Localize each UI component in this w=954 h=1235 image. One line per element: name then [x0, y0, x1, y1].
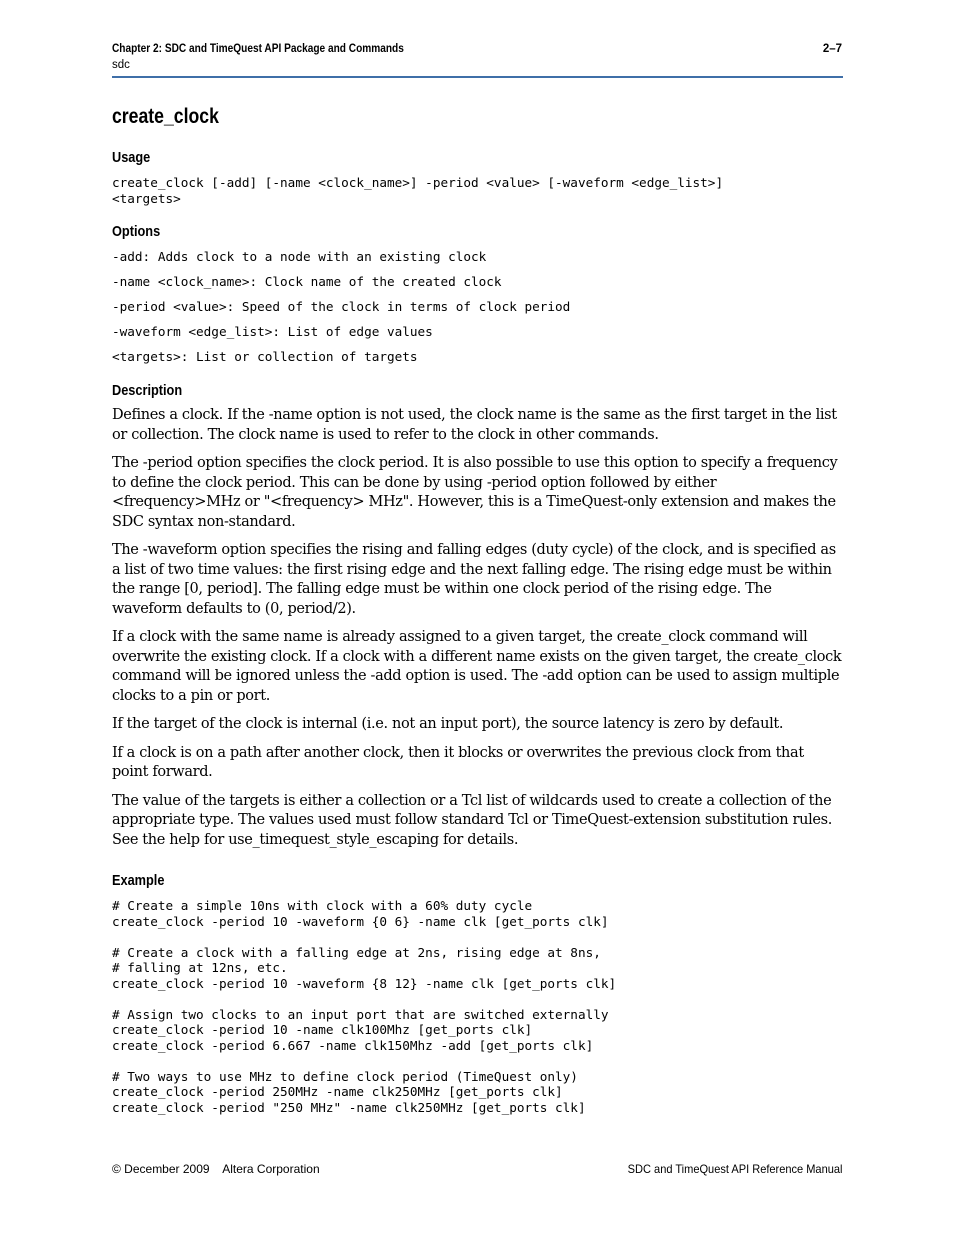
description-paragraph: Defines a clock. If the -name option is not used, the clock name is the same as the first target in the list or collection. The clock name is used to refer to the clock in other commands. — [112, 407, 837, 443]
footer-manual-title: SDC and TimeQuest API Reference Manual — [627, 1162, 842, 1176]
usage-heading: Usage — [112, 149, 151, 166]
option-period: -period <value>: Speed of the clock in terms of clock period — [112, 299, 571, 314]
option-name: -name <clock_name>: Clock name of the created clock — [112, 274, 502, 289]
option-targets: <targets>: List or collection of targets — [112, 349, 418, 364]
section-name: sdc — [112, 59, 130, 71]
description-paragraph: The -waveform option specifies the rising and falling edges (duty cycle) of the clock, and is specified as a list of two time values: the first rising edge and the next falling edge. The rising edge must be within the range [0, period]. The falling edge must be within one clock period of the rising edge. The waveform defaults to (0, period/2). — [112, 542, 836, 617]
description-paragraph: The -period option specifies the clock period. It is also possible to use this option to specify a frequency to define the clock period. This can be done by using -period option followed by either <frequency>MHz or "<frequency> MHz". However, this is a TimeQuest-only extension and makes the SDC syntax non-standard. — [112, 455, 838, 530]
chapter-title: Chapter 2: SDC and TimeQuest API Package and Commands — [112, 43, 404, 55]
description-body — [112, 406, 844, 859]
description-paragraph: The value of the targets is either a collection or a Tcl list of wildcards used to create a collection of the appropriate type. The values used must follow standard Tcl or TimeQuest-extension substitution rules. See the help for use_timequest_style_escaping for details. — [112, 792, 832, 848]
option-add: -add: Adds clock to a node with an existing clock — [112, 249, 487, 264]
example-heading: Example — [112, 872, 165, 889]
example-code: # Create a simple 10ns with clock with a 60% duty cycle create_clock -period 10 -waveform {0 6} -name clk [get_ports clk] # Create a clock with a falling edge at 2ns, rising edge at 8ns, # falling at 12ns, etc. create_clock -period 10 -waveform {8 12} -name clk [get_ports clk] # Assign two clocks to an input port that are switched externally create_clock -period 10 -name clk100Mhz [get_ports clk] create_clock -period 6.667 -name clk150Mhz -add [get_ports clk] # Two ways to use MHz to define clock period (TimeQuest only) create_clock -period 250MHz -name clk250MHz [get_ports clk] create_clock -period "250 MHz" -name clk250MHz [get_ports clk] — [112, 898, 617, 1115]
options-heading: Options — [112, 223, 161, 240]
page-number: 2–7 — [822, 43, 842, 55]
description-paragraph: If a clock is on a path after another clock, then it blocks or overwrites the previous clock from that point forward. — [112, 744, 804, 780]
option-waveform: -waveform <edge_list>: List of edge values — [112, 324, 433, 339]
description-paragraph: If a clock with the same name is already assigned to a given target, the create_clock command will overwrite the existing clock. If a clock with a different name exists on the given target, the create_clock command will be ignored unless the -add option is used. The -add option can be used to assign multiple clocks to a pin or port. — [112, 629, 842, 704]
description-heading: Description — [112, 382, 183, 399]
usage-syntax: create_clock [-add] [-name <clock_name>] -period <value> [-waveform <edge_list>] <targets> — [112, 175, 724, 206]
command-title: create_clock — [112, 105, 219, 128]
header-rule — [112, 76, 843, 78]
description-paragraph: If the target of the clock is internal (i.e. not an input port), the source latency is zero by default. — [112, 716, 784, 732]
footer-copyright: © December 2009 Altera Corporation — [112, 1162, 320, 1176]
